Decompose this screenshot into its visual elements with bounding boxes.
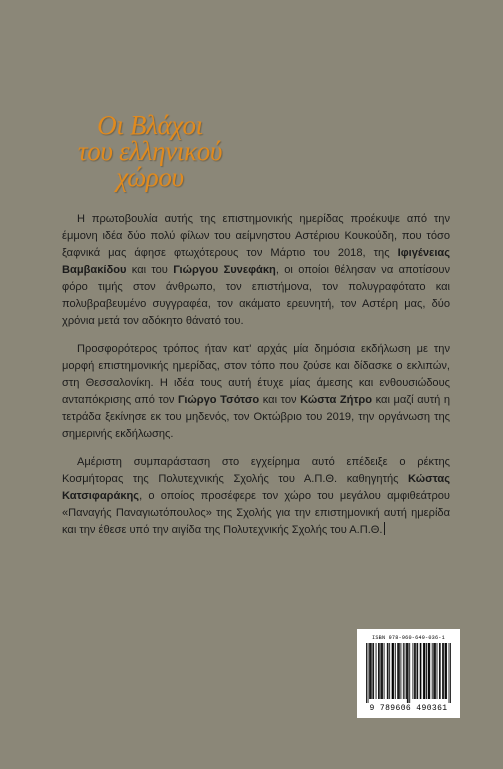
barcode-bar (424, 643, 425, 699)
barcode-bar (388, 643, 389, 699)
barcode-bar (425, 643, 426, 699)
barcode-bar (440, 643, 441, 699)
barcode-bar (415, 643, 416, 699)
barcode-bar (428, 643, 429, 699)
barcode-bar (423, 643, 424, 699)
barcode-bar (382, 643, 383, 699)
person-name: Κώστα Ζήτρο (300, 394, 373, 406)
barcode-bar (433, 643, 434, 699)
barcode-bar (434, 643, 435, 699)
barcode-bar (417, 643, 418, 699)
barcode-bar (408, 643, 409, 703)
text-run: και του (126, 264, 174, 276)
barcode-bar (435, 643, 436, 699)
barcode-bar (407, 643, 408, 703)
person-name: Γιώργου Συνεφάκη (173, 264, 276, 276)
text-run: και μαζί αυτή η τετράδα ξεκίνησε εκ του μηδενός, τον Οκτώβριο του 2019, την οργάνωση της σημερινής εκδήλωσης. (62, 394, 450, 440)
barcode-bar (439, 643, 440, 699)
text-run: και τον (259, 394, 301, 406)
text-run: , οι οποίοι θέλησαν να αποτίσουν φόρο τιμής στον άνθρωπο, τον επιστήμονα, τον πολυγραφότατο και πολυβραβευμένο συγγραφέα, τον ακάματο ερευνητή, τον Αστέρη μας, δύο χρόνια μετά τον αδόκητο θάνατό του. (62, 264, 450, 327)
title-line-2: του ελληνικού (77, 136, 223, 166)
back-cover-text (62, 211, 450, 550)
paragraph-3 (62, 454, 450, 539)
barcode-bar (379, 643, 380, 699)
barcode-bar (397, 643, 398, 699)
barcode-bar (437, 643, 438, 699)
barcode-bar (392, 643, 393, 699)
title-line-1: Οι Βλάχοι (97, 110, 203, 140)
barcode-bar (384, 643, 385, 699)
paragraph-1 (62, 211, 450, 330)
barcode-bars (366, 643, 451, 703)
barcode-bar (399, 643, 400, 699)
barcode-bar (420, 643, 421, 699)
barcode-bar (450, 643, 451, 703)
barcode-bar (400, 643, 401, 699)
barcode-bar (373, 643, 374, 699)
barcode-bar (393, 643, 394, 699)
barcode-bar (376, 643, 377, 699)
barcode-bar (429, 643, 430, 699)
barcode-bar (381, 643, 382, 699)
isbn-barcode (357, 629, 460, 718)
barcode-bar (395, 643, 396, 699)
text-run: Προσφορότερος τρόπος ήταν κατ' αρχάς μία δημόσια εκδήλωση με την μορφή επιστημονικής ημερίδας, στον τόπο που ζούσε και δίδασκε ο εκλιπών, στη Θεσσαλονίκη. Η ιδέα τους αυτή έτυχε μίας άμεσης και ενθουσιώδους ανταπόκρισης από τον (62, 343, 450, 406)
barcode-bar (417, 643, 418, 699)
barcode-bar (398, 643, 399, 699)
barcode-bar (426, 643, 427, 699)
barcode-bar (366, 643, 367, 703)
barcode-bar (387, 643, 388, 699)
person-name: Ιφιγένειας Βαμβακίδου (62, 247, 450, 276)
person-name: Κώστας Κατσιφαράκης (62, 473, 450, 502)
barcode-bar (403, 643, 404, 699)
barcode-bar (406, 643, 407, 699)
barcode-bar (409, 643, 410, 703)
barcode-bar (446, 643, 447, 699)
barcode-bar (389, 643, 390, 699)
barcode-bar (368, 643, 369, 703)
barcode-bar (445, 643, 446, 699)
barcode-digits: 9 789606 490361 (369, 704, 448, 713)
barcode-bar (392, 643, 393, 699)
barcode-bar (421, 643, 422, 699)
text-run: Η πρωτοβουλία αυτής της επιστημονικής ημερίδας προέκυψε από την έμμονη ιδέα δύο πολύ φίλων του αείμνηστου Αστέριου Κουκούδη, που τόσο ξαφνικά μας άφησε φτωχότερους τον Μάρτιο του 2018, της (62, 213, 450, 259)
barcode-bar (429, 643, 430, 699)
person-name: Γιώργο Τσότσο (178, 394, 260, 406)
barcode-bar (372, 643, 373, 699)
barcode-bar (378, 643, 379, 699)
barcode-bar (414, 643, 415, 699)
barcode-bar (449, 643, 450, 703)
text-cursor (384, 522, 385, 535)
text-run: , ο οποίος προσέφερε τον χώρο του μεγάλου αμφιθεάτρου «Παναγής Παναγιωτόπουλος» της Σχολής για την επιστημονική αυτή ημερίδα και την έθεσε υπό την αιγίδα της Πολυτεχνικής Σχολής του Α.Π.Θ. (62, 490, 450, 536)
barcode-bar (413, 643, 414, 699)
book-title (60, 112, 240, 190)
barcode-bar (442, 643, 443, 699)
paragraph-2 (62, 341, 450, 443)
isbn-label: ISBN 978-960-649-036-1 (372, 635, 445, 641)
barcode-bar (443, 643, 444, 699)
barcode-bar (369, 643, 370, 699)
barcode-bar (370, 643, 371, 699)
barcode-bar (445, 643, 446, 699)
title-line-3: χώρου (116, 162, 184, 192)
barcode-bar (404, 643, 405, 699)
barcode-bar (380, 643, 381, 699)
text-run: Αμέριστη συμπαράσταση στο εγχείρημα αυτό επέδειξε ο ρέκτης Κοσμήτορας της Πολυτεχνικής Σχολής του Α.Π.Θ. καθηγητής (62, 456, 450, 485)
barcode-bar (432, 643, 433, 699)
barcode-bar (371, 643, 372, 699)
